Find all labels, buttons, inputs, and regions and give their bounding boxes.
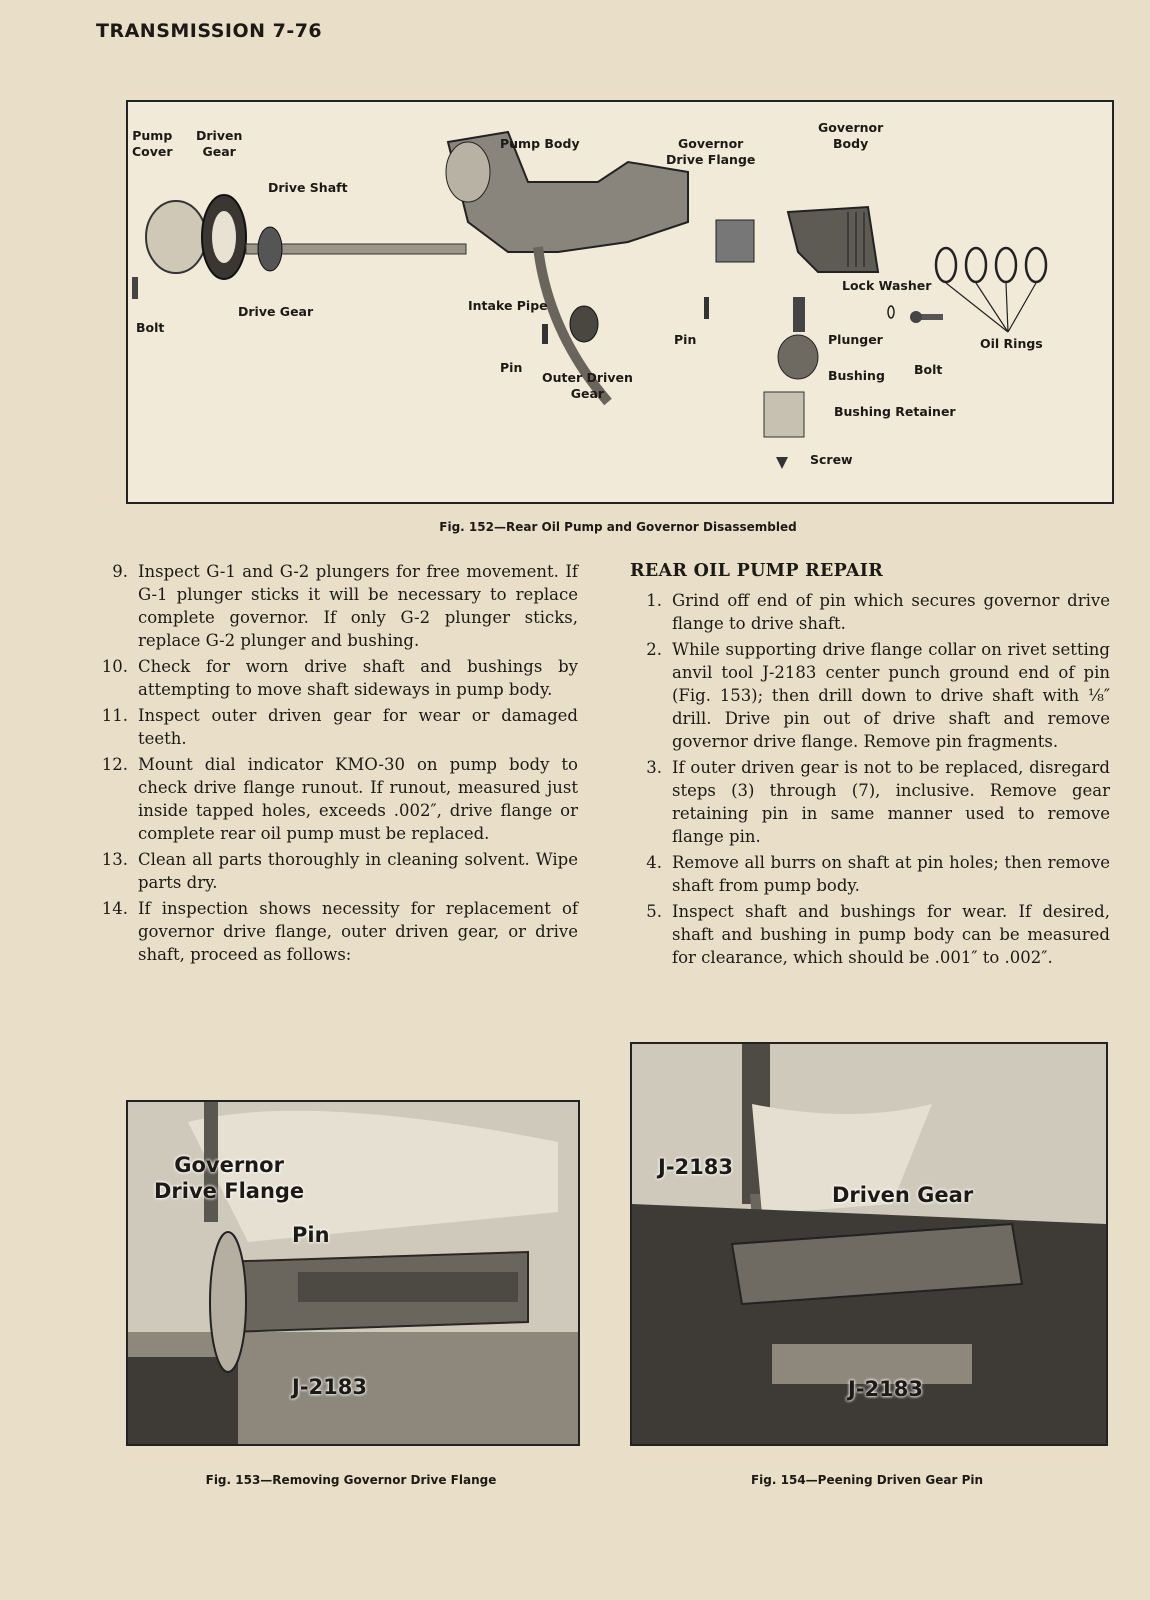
label-bolt-right: Bolt bbox=[914, 362, 943, 377]
section-title: REAR OIL PUMP REPAIR bbox=[630, 561, 884, 581]
label-bushing: Bushing bbox=[828, 368, 885, 383]
pump-exploded-illustration bbox=[128, 102, 1112, 502]
item-number: 3. bbox=[646, 758, 662, 777]
list-item bbox=[96, 753, 578, 845]
item-text: Grind off end of pin which secures governor drive flange to drive shaft. bbox=[672, 591, 1110, 633]
label-pin-right: Pin bbox=[674, 332, 697, 347]
label-tool-j2183-top: J-2183 bbox=[658, 1155, 733, 1179]
list-item bbox=[630, 589, 1110, 635]
list-item bbox=[96, 704, 578, 750]
label-pin: Pin bbox=[292, 1223, 330, 1247]
page-header: TRANSMISSION 7-76 bbox=[96, 20, 323, 42]
item-number: 4. bbox=[646, 853, 662, 872]
item-text: While supporting drive flange collar on rivet setting anvil tool J-2183 center punch ground end of pin (Fig. 153); then drill down to drive shaft with ⅛″ drill. Drive pin out of drive shaft and remove governor drive flange. Remove pin fragments. bbox=[672, 640, 1110, 751]
item-text: Check for worn drive shaft and bushings by attempting to move shaft sideways in pump body. bbox=[138, 657, 578, 699]
item-number: 1. bbox=[646, 591, 662, 610]
figure-152 bbox=[126, 100, 1114, 504]
label-governor-body: Governor Body bbox=[818, 120, 884, 151]
label-pump-body: Pump Body bbox=[500, 136, 580, 151]
figure-154 bbox=[630, 1042, 1108, 1446]
label-drive-gear: Drive Gear bbox=[238, 304, 314, 319]
label-plunger: Plunger bbox=[828, 332, 883, 347]
label-lock-washer: Lock Washer bbox=[842, 278, 932, 293]
figure-153 bbox=[126, 1100, 580, 1446]
item-text: If inspection shows necessity for replacement of governor drive flange, outer driven gear, or drive shaft, proceed as follows: bbox=[138, 899, 578, 964]
item-text: Inspect outer driven gear for wear or damaged teeth. bbox=[138, 706, 578, 748]
label-drive-shaft: Drive Shaft bbox=[268, 180, 348, 195]
list-item bbox=[96, 848, 578, 894]
label-bolt-left: Bolt bbox=[136, 320, 165, 335]
list-item bbox=[630, 638, 1110, 753]
label-pump-cover: Pump Cover bbox=[132, 128, 173, 159]
left-column bbox=[96, 560, 578, 969]
item-number: 5. bbox=[646, 902, 662, 921]
label-screw: Screw bbox=[810, 452, 853, 467]
label-intake-pipe: Intake Pipe bbox=[468, 298, 548, 313]
label-outer-driven-gear: Outer Driven Gear bbox=[542, 370, 633, 401]
fig-152-caption: Fig. 152—Rear Oil Pump and Governor Disassembled bbox=[439, 520, 797, 534]
item-text: Clean all parts thoroughly in cleaning solvent. Wipe parts dry. bbox=[138, 850, 578, 892]
item-number: 13. bbox=[101, 850, 128, 869]
list-item bbox=[630, 900, 1110, 969]
item-number: 14. bbox=[101, 899, 128, 918]
item-number: 9. bbox=[112, 562, 128, 581]
item-number: 10. bbox=[101, 657, 128, 676]
list-item bbox=[96, 655, 578, 701]
list-item bbox=[96, 897, 578, 966]
label-driven-gear: Driven Gear bbox=[832, 1183, 974, 1207]
item-number: 12. bbox=[101, 755, 128, 774]
item-text: Mount dial indicator KMO-30 on pump body to check drive flange runout. If runout, measured just inside tapped holes, exceeds .002″, drive flange or complete rear oil pump must be replaced. bbox=[138, 755, 578, 843]
list-item bbox=[96, 560, 578, 652]
fig-154-caption: Fig. 154—Peening Driven Gear Pin bbox=[750, 1473, 984, 1487]
fig-153-caption: Fig. 153—Removing Governor Drive Flange bbox=[205, 1473, 497, 1487]
list-item bbox=[630, 756, 1110, 848]
label-tool-j2183: J-2183 bbox=[292, 1375, 367, 1399]
label-tool-j2183-bottom: J-2183 bbox=[848, 1377, 923, 1401]
label-driven-gear: Driven Gear bbox=[196, 128, 243, 159]
item-text: Inspect G-1 and G-2 plungers for free movement. If G-1 plunger sticks it will be necessary to replace complete governor. If only G-2 plunger sticks, replace G-2 plunger and bushing. bbox=[138, 562, 578, 650]
item-number: 11. bbox=[101, 706, 128, 725]
label-pin-left: Pin bbox=[500, 360, 523, 375]
label-bushing-retainer: Bushing Retainer bbox=[834, 404, 956, 419]
list-item bbox=[630, 851, 1110, 897]
label-oil-rings: Oil Rings bbox=[980, 336, 1043, 351]
right-column bbox=[630, 560, 1110, 972]
label-governor-drive-flange: Governor Drive Flange bbox=[154, 1153, 305, 1203]
label-governor-drive-flange: Governor Drive Flange bbox=[666, 136, 756, 167]
item-text: Remove all burrs on shaft at pin holes; then remove shaft from pump body. bbox=[672, 853, 1110, 895]
item-text: If outer driven gear is not to be replaced, disregard steps (3) through (7), inclusive. Remove gear retaining pin in same manner used to remove flange pin. bbox=[672, 758, 1110, 846]
item-number: 2. bbox=[646, 640, 662, 659]
item-text: Inspect shaft and bushings for wear. If desired, shaft and bushing in pump body can be measured for clearance, which should be .001″ to .002″. bbox=[672, 902, 1110, 967]
